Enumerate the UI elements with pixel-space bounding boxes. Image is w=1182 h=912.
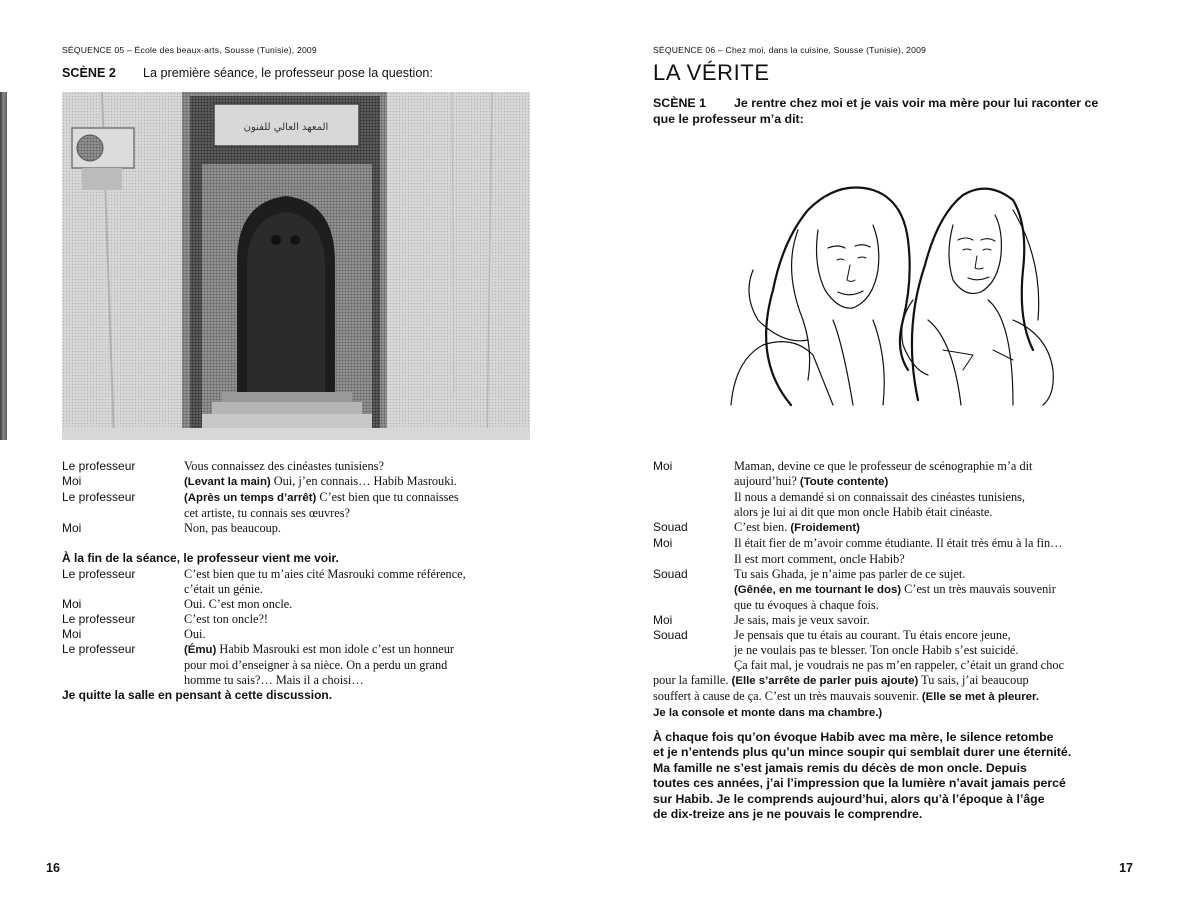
speech-text: Maman, devine ce que le professeur de scénographie m’a dit aujourd’hui? (Toute contente) Il nous a demandé si on connaissait des cinéastes tunisiens, alors je lui ai dit que mon oncle Habib était cinéaste. <box>734 459 1033 520</box>
speaker-label: Moi <box>62 626 82 641</box>
stage-direction: (Elle se met à pleurer. <box>921 691 1039 704</box>
chapter-title: LA VÉRITE <box>653 60 770 85</box>
speech-continuation: pour la famille. (Elle s’arrête de parler puis ajoute) Tu sais, j’ai beaucoup <box>653 673 1029 688</box>
speech-text: Je sais, mais je veux savoir. <box>734 612 870 627</box>
speech-text: C’est bien. (Froidement) <box>734 520 860 535</box>
stage-direction: (Gênée, en me tournant le dos) <box>734 583 902 596</box>
narration: Je quitte la salle en pensant à cette discussion. <box>62 688 333 703</box>
right-page <box>591 0 1182 912</box>
speech-text: Il était fier de m’avoir comme étudiante. Il était très ému à la fin… Il est mort comment, oncle Habib? <box>734 536 1063 566</box>
page-number: 16 <box>46 861 60 875</box>
sequence-header: SÉQUENCE 05 – École des beaux-arts, Sousse (Tunisie), 2009 <box>62 45 317 55</box>
sequence-header: SÉQUENCE 06 – Chez moi, dans la cuisine, Sousse (Tunisie), 2009 <box>653 45 927 55</box>
stage-direction: (Froidement) <box>790 522 860 535</box>
narration: À la fin de la séance, le professeur vient me voir. <box>62 551 339 566</box>
scene-number: SCÈNE 1 <box>653 96 707 110</box>
speaker-label: Le professeur <box>62 459 136 473</box>
dialogue-line <box>62 474 532 490</box>
speech-text: (Après un temps d’arrêt) C’est bien que tu connaisses cet artiste, tu connais ses œuvres? <box>184 490 459 521</box>
speech-text: C’est bien que tu m’aies cité Masrouki comme référence, c’était un génie. <box>184 566 466 596</box>
dialogue-line <box>62 567 532 597</box>
stage-direction: (Elle s’arrête de parler puis ajoute) <box>731 675 919 688</box>
speech-text: Oui. <box>184 626 206 641</box>
speaker-label: Le professeur <box>62 490 136 505</box>
scene-heading <box>653 96 1113 127</box>
dialogue-line <box>653 628 1123 673</box>
stage-direction: (Ému) <box>184 644 217 657</box>
scene-text: La première séance, le professeur pose la question: <box>143 66 433 80</box>
speaker-label: Moi <box>62 521 82 536</box>
speaker-label: Moi <box>653 536 673 551</box>
dialogue-line <box>62 521 532 536</box>
speaker-label: Souad <box>653 628 688 643</box>
stage-direction: (Levant la main) <box>184 476 271 489</box>
speaker-label: Moi <box>653 459 673 473</box>
speaker-label: Souad <box>653 566 688 581</box>
adjacent-photo-edge <box>0 92 7 440</box>
speaker-label: Souad <box>653 520 688 535</box>
closing-narration: À chaque fois qu’on évoque Habib avec ma mère, le silence retombe et je n’entends plus qu’un mince soupir qui semblait durer une éternité. Ma famille ne s’est jamais remis du décès de mon oncle. Depuis toutes ces années, j’ai l’impression que la lumière n’avait jamais percé sur Habib. Je le comprends aujourd’hui, alors qu’à l’époque à l’âge de dix-treize ans je ne pouvais le comprendre. <box>653 730 1072 822</box>
dialogue-line <box>62 597 532 612</box>
speaker-label: Moi <box>62 474 82 489</box>
speech-text: Vous connaissez des cinéastes tunisiens? <box>184 459 384 473</box>
dialogue-line <box>62 627 532 642</box>
speech-text: (Ému) Habib Masrouki est mon idole c’est un honneur pour moi d’enseigner à sa nièce. On a perdu un grand homme tu sais?… Mais il a choisi… <box>184 642 454 688</box>
dialogue-line <box>653 536 1123 566</box>
scene-number: SCÈNE 2 <box>62 66 116 80</box>
speaker-label: Le professeur <box>62 566 136 581</box>
dialogue-line <box>653 459 1123 520</box>
speech-continuation: souffert à cause de ça. C’est un très mauvais souvenir. (Elle se met à pleurer. <box>653 689 1039 704</box>
dialogue-line <box>653 613 1123 628</box>
speech-text: Non, pas beaucoup. <box>184 521 281 536</box>
speaker-label: Moi <box>653 612 673 627</box>
dialogue-block-1 <box>62 459 532 703</box>
page-number: 17 <box>1119 861 1133 875</box>
dialogue-block <box>653 459 1123 721</box>
two-women-line-drawing <box>713 170 1063 410</box>
speech-text: Oui. C’est mon oncle. <box>184 596 293 611</box>
stage-direction: Je la console et monte dans ma chambre.) <box>653 706 883 719</box>
scene-heading <box>62 66 433 80</box>
dialogue-line <box>653 520 1123 536</box>
speech-text: (Levant la main) Oui, j’en connais… Habib Masrouki. <box>184 474 457 489</box>
stage-direction: (Après un temps d’arrêt) <box>184 492 317 505</box>
speaker-label: Le professeur <box>62 642 136 657</box>
dialogue-line <box>62 490 532 521</box>
dialogue-line <box>62 612 532 627</box>
speaker-label: Moi <box>62 596 82 611</box>
stage-direction: (Toute contente) <box>799 476 889 489</box>
speech-text: C’est ton oncle?! <box>184 611 269 626</box>
school-door-photo <box>62 92 530 440</box>
dialogue-line <box>653 567 1123 613</box>
speaker-label: Le professeur <box>62 611 136 626</box>
photo-sign-text: المعهد العالي للفنون <box>243 122 329 133</box>
dialogue-line <box>62 642 532 688</box>
scene-text: Je rentre chez moi et je vais voir ma mère pour lui raconter ce que le professeur m’a dit: <box>653 96 1099 126</box>
dialogue-line <box>62 459 532 474</box>
speech-text: Tu sais Ghada, je n’aime pas parler de ce sujet. (Gênée, en me tournant le dos) C’est un très mauvais souvenir que tu évoques à chaque fois. <box>734 566 1056 612</box>
speech-text: Je pensais que tu étais au courant. Tu étais encore jeune, je ne voulais pas te blesser. Ton oncle Habib s’est suicidé. Ça fait mal, je voudrais ne pas m’en rappeler, c’était un grand choc <box>734 628 1065 673</box>
